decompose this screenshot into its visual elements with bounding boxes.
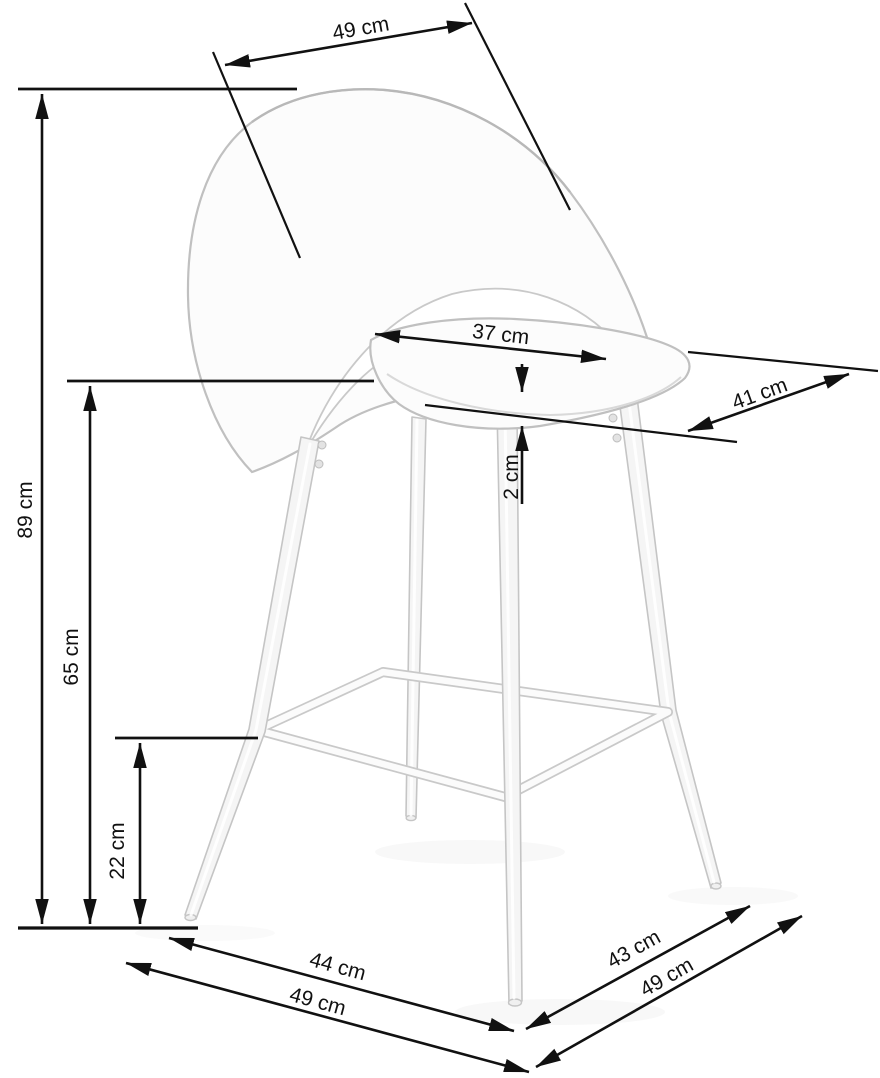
dim-label-base-width-outer: 49 cm [287, 983, 349, 1021]
ext-line-seat-back-edge [688, 352, 878, 371]
leg-foot-cap [711, 883, 721, 889]
dim-label-footrest-height: 22 cm [106, 822, 129, 880]
floor-shadow [375, 840, 565, 864]
leg-screw [315, 460, 323, 468]
stool-leg-right [619, 397, 721, 888]
stool-illustration [135, 89, 798, 1025]
dim-label-seat-depth: 41 cm [728, 373, 791, 415]
floor-shadow [668, 887, 798, 905]
dim-line-base-depth-outer [536, 916, 802, 1067]
leg-foot-cap [509, 999, 522, 1006]
leg-screw [613, 434, 621, 442]
footrest-ring [257, 672, 668, 797]
leg-screw [609, 414, 617, 422]
dim-label-seat-height: 65 cm [60, 628, 83, 686]
dim-label-seat-width: 37 cm [471, 319, 531, 350]
dim-label-seat-thickness: 2 cm [500, 454, 523, 500]
dim-label-overall-height: 89 cm [14, 481, 37, 539]
dim-label-base-depth: 43 cm [603, 925, 665, 974]
leg-screw [318, 441, 326, 449]
dim-label-base-width: 44 cm [307, 948, 369, 986]
footrest-ring-highlight [257, 672, 668, 797]
dim-label-base-depth-outer: 49 cm [636, 953, 698, 1002]
dim-label-backrest-width: 49 cm [330, 12, 392, 45]
